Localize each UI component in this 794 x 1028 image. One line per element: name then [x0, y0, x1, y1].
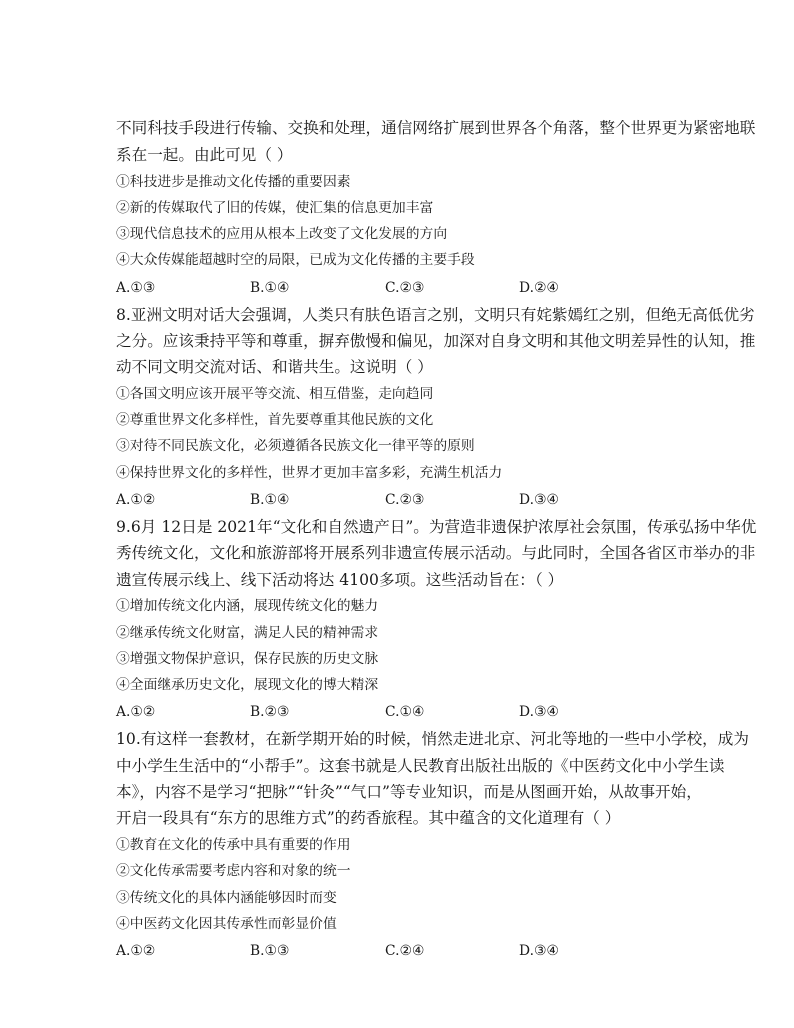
question-stem-line: 8.亚洲文明对话大会强调，人类只有肤色语言之别，文明只有姹紫嫣红之别，但绝无高低优劣	[116, 306, 755, 324]
statement-option: ②文化传承需要考虑内容和对象的统一	[116, 863, 351, 879]
choice-b: B.①④	[250, 492, 290, 508]
statement-option: ③现代信息技术的应用从根本上改变了文化发展的方向	[116, 226, 448, 242]
question-stem-line: 秀传统文化，文化和旅游部将开展系列非遗宣传展示活动。与此同时，全国各省区市举办的非	[116, 544, 756, 562]
question-stem-line: 中小学生生活中的“小帮手”。这套书就是人民教育出版社出版的《中医药文化中小学生读	[116, 757, 725, 775]
statement-option: ④中医药文化因其传承性而彰显价值	[116, 916, 337, 932]
statement-option: ③增强文物保护意识，保存民族的历史文脉	[116, 651, 379, 667]
statement-option: ④大众传媒能超越时空的局限，已成为文化传播的主要手段	[116, 252, 475, 268]
choice-a: A.①②	[116, 704, 156, 720]
question-stem-line: 遗宣传展示线上、线下活动将达 4100多项。这些活动旨在：（ ）	[116, 571, 564, 589]
statement-option: ②尊重世界文化多样性，首先要尊重其他民族的文化	[116, 412, 434, 428]
statement-option: ②继承传统文化财富，满足人民的精神需求	[116, 625, 379, 641]
question-stem-line: 本》，内容不是学习“把脉”“针灸”“气口”等专业知识，而是从图画开始，从故事开始，	[116, 783, 702, 801]
choice-a: A.①②	[116, 492, 156, 508]
statement-option: ④全面继承历史文化，展现文化的博大精深	[116, 677, 379, 693]
choice-a: A.①②	[116, 943, 156, 959]
statement-option: ①各国文明应该开展平等交流、相互借鉴，走向趋同	[116, 386, 434, 402]
choice-a: A.①③	[116, 280, 156, 296]
question-stem-line: 之分。应该秉持平等和尊重，摒弃傲慢和偏见，加深对自身文明和其他文明差异性的认知，推	[116, 332, 756, 350]
question-stem-line: 10.有这样一套教材，在新学期开始的时候，悄然走进北京、河北等地的一些中小学校，成为	[116, 730, 749, 748]
statement-option: ②新的传媒取代了旧的传媒，使汇集的信息更加丰富	[116, 200, 434, 216]
question-stem-line: 不同科技手段进行传输、交换和处理，通信网络扩展到世界各个角落，整个世界更为紧密地联	[116, 119, 756, 137]
statement-option: ①增加传统文化内涵，展现传统文化的魅力	[116, 598, 379, 614]
choice-c: C.②③	[385, 492, 425, 508]
choice-b: B.①③	[250, 943, 290, 959]
statement-option: ④保持世界文化的多样性，世界才更加丰富多彩，充满生机活力	[116, 465, 503, 481]
choice-c: C.①④	[385, 704, 425, 720]
statement-option: ①科技进步是推动文化传播的重要因素	[116, 174, 351, 190]
choice-b: B.①④	[250, 280, 290, 296]
statement-option: ③对待不同民族文化，必须遵循各民族文化一律平等的原则	[116, 438, 475, 454]
statement-option: ①教育在文化的传承中具有重要的作用	[116, 837, 351, 853]
question-stem-line: 系在一起。由此可见（ ）	[116, 146, 293, 164]
question-stem-line: 9.6月 12日是 2021年“文化和自然遗产日”。为营造非遗保护浓厚社会氛围，传承弘扬中华优	[116, 518, 757, 536]
choice-d: D.③④	[519, 704, 559, 720]
question-stem-line: 开启一段具有“东方的思维方式”的药香旅程。其中蕴含的文化道理有（ ）	[116, 809, 621, 827]
choice-d: D.③④	[519, 492, 559, 508]
choice-d: D.②④	[519, 280, 559, 296]
choice-b: B.②③	[250, 704, 290, 720]
question-stem-line: 动不同文明交流对话、和谐共生。这说明（ ）	[116, 358, 433, 376]
choice-c: C.②④	[385, 943, 425, 959]
choice-d: D.③④	[519, 943, 559, 959]
statement-option: ③传统文化的具体内涵能够因时而变	[116, 890, 337, 906]
choice-c: C.②③	[385, 280, 425, 296]
